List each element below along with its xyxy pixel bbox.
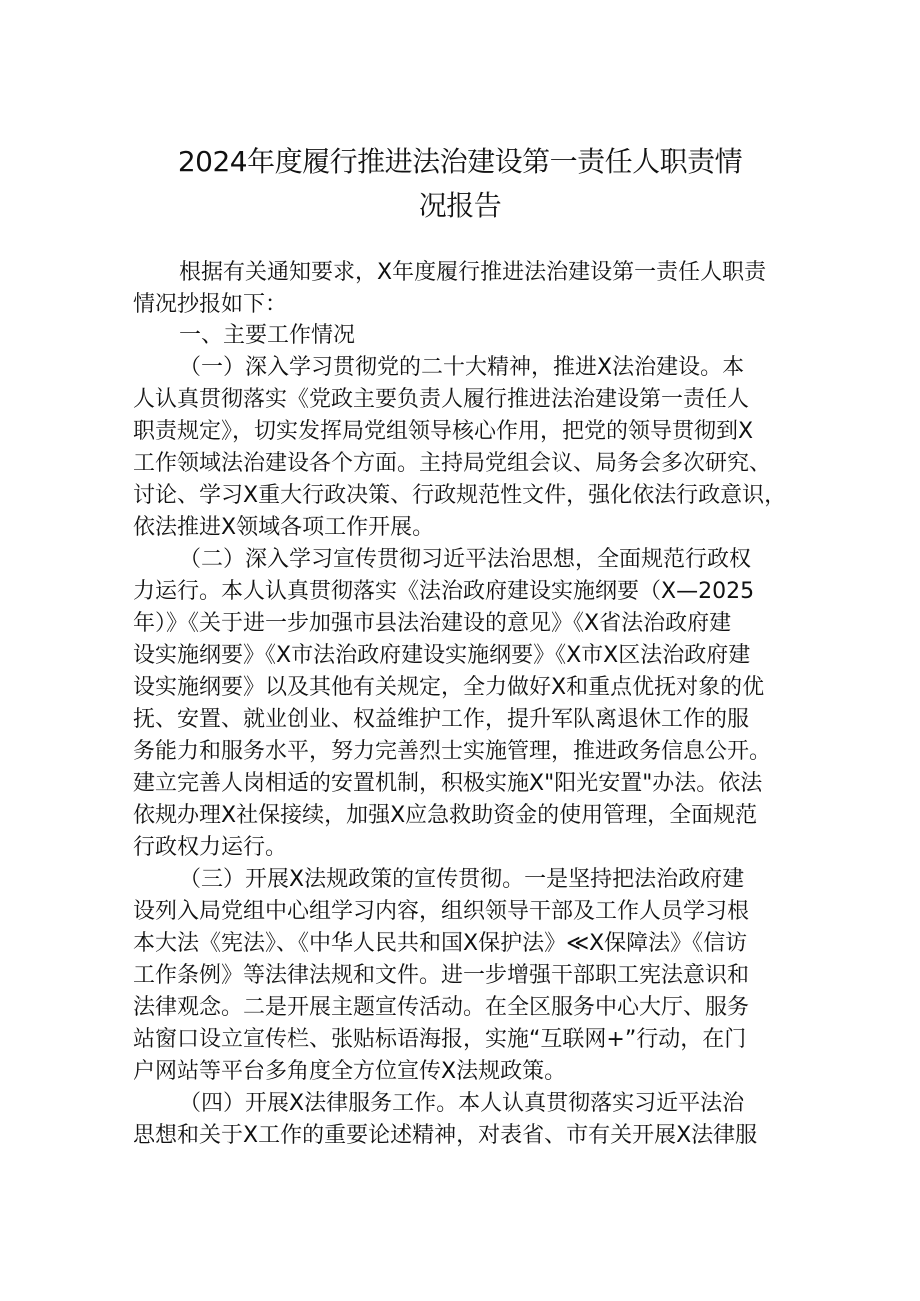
title-line: 况报告: [418, 189, 502, 222]
body-line: 力运行。本人认真贯彻落实《法治政府建设实施纲要（X—2025: [133, 579, 755, 604]
body-line: 思想和关于X工作的重要论述精神，对表省、市有关开展X法律服: [133, 1123, 758, 1148]
body-line: 根据有关通知要求，X年度履行推进法治建设第一责任人职责: [179, 260, 767, 285]
body-line: 抚、安置、就业创业、权益维护工作，提升军队离退休工作的服: [133, 707, 750, 732]
body-line: 设列入局党组中心组学习内容，组织领导干部及工作人员学习根: [133, 899, 750, 924]
body-line: 法律观念。二是开展主题宣传活动。在全区服务中心大厅、服务: [133, 995, 750, 1020]
body-line: （四）开展X法律服务工作。本人认真贯彻落实习近平法治: [179, 1091, 745, 1116]
body-line: 依法推进X领域各项工作开展。: [133, 515, 435, 540]
document-title: [120, 140, 800, 228]
body-line: 工作领域法治建设各个方面。主持局党组会议、局务会多次研究、: [133, 451, 772, 476]
body-line: 站窗口设立宣传栏、张贴标语海报，实施“互联网+”行动，在门: [133, 1027, 747, 1052]
body-line: 年）》《关于进一步加强市县法治建设的意见》《X省法治政府建: [133, 611, 732, 636]
body-line: （三）开展X法规政策的宣传贯彻。一是坚持把法治政府建: [179, 867, 745, 892]
body-line: 建立完善人岗相适的安置机制，积极实施X"阳光安置"办法。依法: [133, 771, 763, 796]
title-line: 2024年度履行推进法治建设第一责任人职责情: [177, 145, 743, 178]
body-line: 工作条例》等法律法规和文件。进一步增强干部职工宪法意识和: [133, 963, 750, 988]
body-line: 职责规定》，切实发挥局党组领导核心作用，把党的领导贯彻到X: [133, 419, 754, 444]
body-line: 讨论、学习X重大行政决策、行政规范性文件，强化依法行政意识，: [133, 483, 787, 508]
body-line: 情况抄报如下：: [133, 292, 288, 317]
body-line: 本大法《宪法》、《中华人民共和国X保护法》≪X保障法》《信访: [133, 931, 748, 956]
body-line: 务能力和服务水平，努力完善烈士实施管理，推进政务信息公开。: [133, 739, 772, 764]
body-line: 依规办理X社保接续，加强X应急救助资金的使用管理，全面规范: [133, 803, 758, 828]
body-line: （二）深入学习宣传贯彻习近平法治思想，全面规范行政权: [179, 547, 752, 572]
section-heading: 一、主要工作情况: [179, 323, 356, 348]
body-line: 行政权力运行。: [133, 835, 288, 860]
body-line: 户网站等平台多角度全方位宣传X法规政策。: [133, 1059, 567, 1084]
body-line: 设实施纲要》以及其他有关规定，全力做好X和重点优抚对象的优: [133, 675, 765, 700]
body-line: 人认真贯彻落实《党政主要负责人履行推进法治建设第一责任人: [133, 387, 750, 412]
body-line: 设实施纲要》《X市法治政府建设实施纲要》《X市X区法治政府建: [133, 643, 751, 668]
body-line: （一）深入学习贯彻党的二十大精神，推进X法治建设。本: [179, 355, 745, 380]
